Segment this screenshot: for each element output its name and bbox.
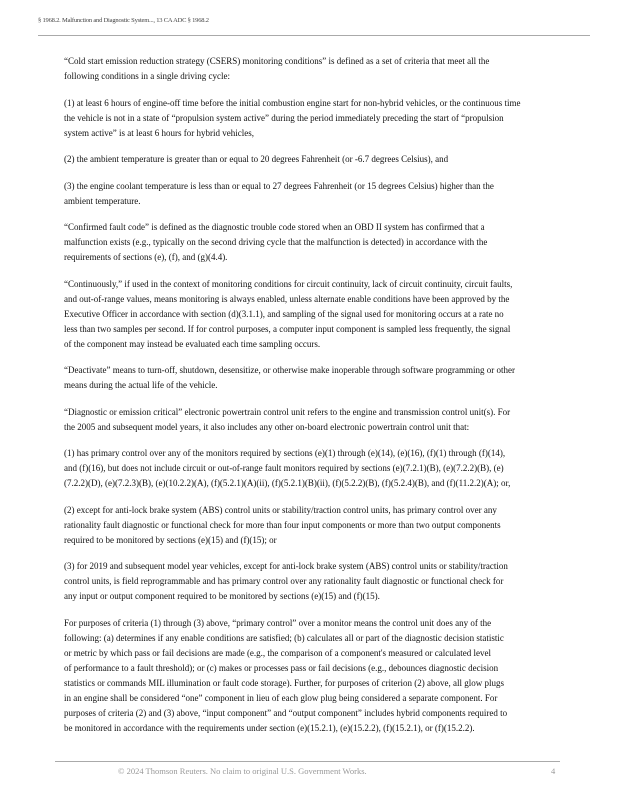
text-line: system active” is at least 6 hours for hybrid vehicles, bbox=[64, 127, 254, 138]
header-divider bbox=[38, 35, 590, 36]
text-line: “Cold start emission reduction strategy (CSERS) monitoring conditions” is defined as a set of criteria that meet all the bbox=[64, 56, 490, 66]
footer-copyright: © 2024 Thomson Reuters. No claim to original U.S. Government Works. bbox=[118, 766, 367, 776]
text-line: and (f)(16), but does not include circuit or out-of-range fault monitors required by sections (e)(7.2.1)(B), (e)(7.2.2)(B), (e) bbox=[64, 463, 504, 473]
document-body bbox=[64, 54, 584, 747]
paragraph bbox=[64, 277, 584, 352]
paragraph bbox=[64, 152, 584, 167]
text-line: malfunction exists (e.g., typically on the second driving cycle that the malfunction is detected) in accordance with the bbox=[64, 237, 488, 247]
text-line: ambient temperature. bbox=[64, 195, 141, 206]
text-line: For purposes of criteria (1) through (3) above, “primary control” over a monitor means the control unit does any of the bbox=[64, 617, 492, 628]
text-line: the 2005 and subsequent model years, it also includes any other on-board electronic powertrain control unit that: bbox=[64, 421, 470, 432]
text-line: be monitored in accordance with the requirements under section (e)(15.2.1), (e)(15.2.2), (f)(15.2.1), or (f)(15.2.2). bbox=[64, 722, 475, 733]
text-line: “Deactivate” means to turn-off, shutdown, desensitize, or otherwise make inoperable through software programming or other bbox=[64, 365, 515, 375]
paragraph bbox=[64, 220, 584, 265]
text-line: or metric by which pass or fail decisions are made (e.g., the comparison of a component's measured or calculated level bbox=[64, 647, 491, 658]
text-line: of the component may instead be evaluated each time sampling occurs. bbox=[64, 338, 321, 349]
text-line: control units, is field reprogrammable and has primary control over any rationality fault diagnostic or functional check for bbox=[64, 576, 504, 586]
text-line: and out-of-range values, means monitoring is always enabled, unless alternate enable conditions have been approved by the bbox=[64, 293, 510, 304]
paragraph bbox=[64, 559, 584, 604]
paragraph bbox=[64, 363, 584, 393]
text-line: (3) for 2019 and subsequent model year vehicles, except for anti-lock brake system (ABS) control units or stability/traction bbox=[64, 561, 508, 571]
running-header: § 1968.2. Malfunction and Diagnostic System..., 13 CA ADC § 1968.2 bbox=[38, 17, 209, 24]
page-number: 4 bbox=[551, 766, 556, 776]
paragraph bbox=[64, 405, 584, 435]
text-line: (7.2.2)(D), (e)(7.2.3)(B), (e)(10.2.2)(A), (f)(5.2.1)(A)(ii), (f)(5.2.1)(B)(ii), (f)(5.2.2)(B), (f)(5.2.4)(B), and (f)(11.2.2)(A); or, bbox=[64, 478, 511, 488]
text-line: means during the actual life of the vehicle. bbox=[64, 380, 218, 390]
paragraph bbox=[64, 179, 584, 209]
footer-divider bbox=[55, 761, 560, 762]
text-line: purposes of criteria (2) and (3) above, “input component” and “output component” includes hybrid components required to bbox=[64, 707, 508, 718]
text-line: (2) except for anti-lock brake system (ABS) control units or stability/traction control units, has primary control over any bbox=[64, 504, 497, 515]
text-line: rationality fault diagnostic or functional check for more than four input components or more than two output components bbox=[64, 519, 501, 530]
text-line: statistics or commands MIL illumination or fault code storage). Further, for purposes of criterion (2) above, all glow plugs bbox=[64, 677, 504, 688]
text-line: “Confirmed fault code” is defined as the diagnostic trouble code stored when an OBD II system has confirmed that a bbox=[64, 222, 485, 232]
text-line: less than two samples per second. If for control purposes, a computer input component is sampled less frequently, the signal bbox=[64, 323, 511, 334]
text-line: (1) at least 6 hours of engine-off time before the initial combustion engine start for non-hybrid vehicles, or the continuous time bbox=[64, 97, 521, 108]
paragraph bbox=[64, 96, 584, 141]
text-line: (2) the ambient temperature is greater than or equal to 20 degrees Fahrenheit (or -6.7 degrees Celsius), and bbox=[64, 154, 449, 164]
text-line: of performance to a fault threshold); or (c) makes or processes pass or fail decisions (e.g., debounces diagnostic decision bbox=[64, 662, 499, 673]
paragraph bbox=[64, 616, 584, 736]
text-line: following conditions in a single driving cycle: bbox=[64, 71, 230, 81]
text-line: the vehicle is not in a state of “propulsion system active” during the period immediately preceding the start of “propulsion bbox=[64, 112, 504, 123]
text-line: “Diagnostic or emission critical” electronic powertrain control unit refers to the engine and transmission control unit(s). For bbox=[64, 406, 511, 417]
text-line: Executive Officer in accordance with section (d)(3.1.1), and sampling of the signal used for monitoring occurs at a rate no bbox=[64, 308, 504, 319]
text-line: “Continuously,” if used in the context of monitoring conditions for circuit continuity, lack of circuit continuity, circuit faults, bbox=[64, 278, 513, 289]
text-line: following: (a) determines if any enable conditions are satisfied; (b) calculates all or part of the diagnostic decision statistic bbox=[64, 632, 504, 643]
text-line: (1) has primary control over any of the monitors required by sections (e)(1) through (e)(14), (e)(16), (f)(1) through (f)(14), bbox=[64, 448, 506, 458]
paragraph bbox=[64, 503, 584, 548]
text-line: in an engine shall be considered “one” component in lieu of each glow plug being considered a separate component. For bbox=[64, 692, 498, 703]
text-line: required to be monitored by sections (e)(15) and (f)(15); or bbox=[64, 534, 277, 545]
text-line: requirements of sections (e), (f), and (g)(4.4). bbox=[64, 252, 228, 262]
text-line: any input or output component required to be monitored by sections (e)(15) and (f)(15). bbox=[64, 591, 380, 601]
text-line: (3) the engine coolant temperature is less than or equal to 27 degrees Fahrenheit (or 15 degrees Celsius) higher than the bbox=[64, 180, 494, 191]
paragraph bbox=[64, 54, 584, 84]
paragraph bbox=[64, 446, 584, 491]
